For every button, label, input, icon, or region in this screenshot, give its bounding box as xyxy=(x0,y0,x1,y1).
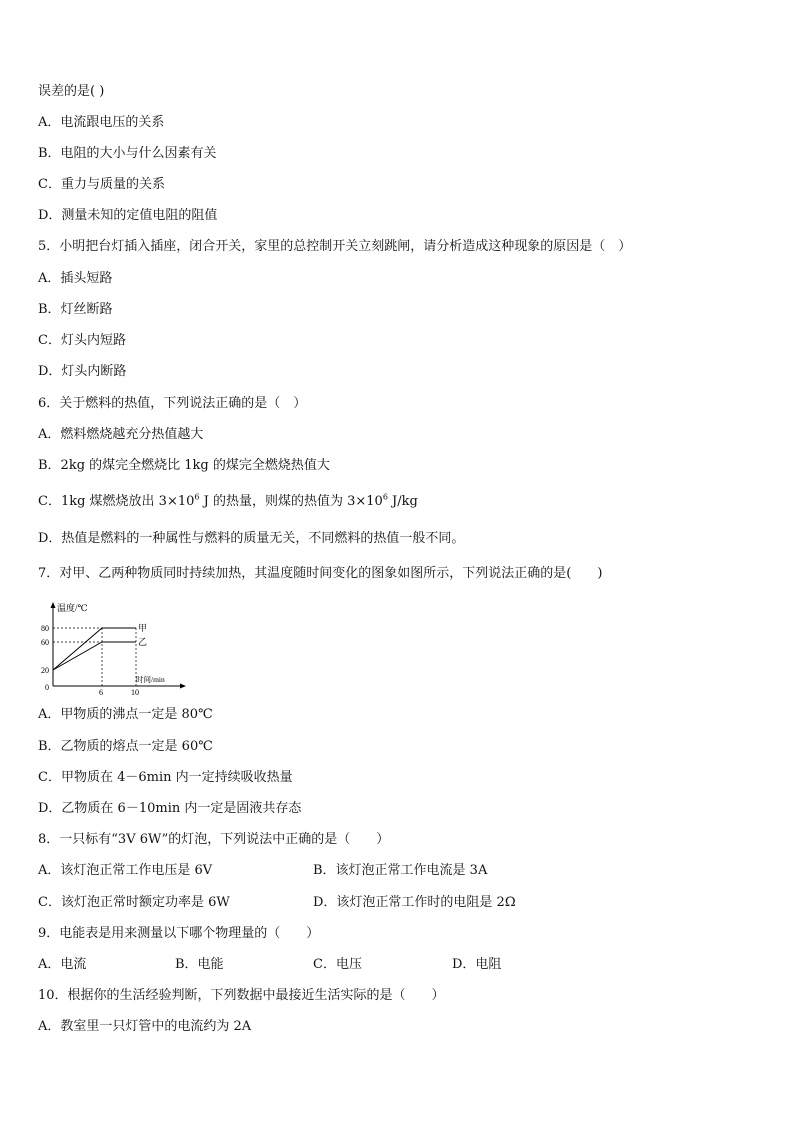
q5-option-b: B．灯丝断路 xyxy=(38,302,113,317)
q7-option-d: D．乙物质在 6－10min 内一定是固液共存态 xyxy=(38,801,302,816)
q8-option-c: C．该灯泡正常时额定功率是 6W xyxy=(38,895,230,910)
q8-stem: 8．一只标有“3V 6W”的灯泡，下列说法中正确的是（ ） xyxy=(38,832,390,847)
q4-option-c: C．重力与质量的关系 xyxy=(38,177,165,192)
y-tick-60: 60 xyxy=(41,638,49,647)
q5-stem: 5．小明把台灯插入插座，闭合开关，家里的总控制开关立刻跳闸，请分析造成这种现象的原因是（ ） xyxy=(38,239,632,254)
q8-option-b: B．该灯泡正常工作电流是 3A xyxy=(313,863,488,878)
q9-stem: 9．电能表是用来测量以下哪个物理量的（ ） xyxy=(38,926,320,941)
q7-option-a: A．甲物质的沸点一定是 80℃ xyxy=(38,707,213,722)
q5-option-d: D．灯头内断路 xyxy=(38,364,127,379)
q10-option-a: A．教室里一只灯管中的电流约为 2A xyxy=(38,1019,252,1034)
q6-stem: 6．关于燃料的热值，下列说法正确的是（ ） xyxy=(38,396,307,411)
q9-option-b: B．电能 xyxy=(175,957,224,972)
q8-option-a: A．该灯泡正常工作电压是 6V xyxy=(38,863,213,878)
q6-option-c-middle: J 的热量，则煤的热值为 3×10 xyxy=(199,494,383,509)
q10-stem: 10．根据你的生活经验判断，下列数据中最接近生活实际的是（ ） xyxy=(38,988,445,1003)
curve-yi xyxy=(53,642,136,670)
y-axis-label: 温度/℃ xyxy=(57,603,88,613)
temperature-time-graph xyxy=(36,600,186,695)
q6-option-a: A．燃料燃烧越充分热值越大 xyxy=(38,427,204,442)
y-tick-0: 0 xyxy=(45,683,49,692)
q6-option-d: D．热值是燃料的一种属性与燃料的质量无关，不同燃料的热值一般不同。 xyxy=(38,531,465,546)
q4-option-a: A．电流跟电压的关系 xyxy=(38,115,165,130)
series-label-yi: 乙 xyxy=(138,637,148,647)
x-axis-arrow xyxy=(180,684,186,689)
q8-option-d: D．该灯泡正常工作时的电阻是 2Ω xyxy=(313,895,516,910)
q5-option-c: C．灯头内短路 xyxy=(38,333,126,348)
q6-option-b: B．2kg 的煤完全燃烧比 1kg 的煤完全燃烧热值大 xyxy=(38,458,330,473)
x-axis-label: 时间/min xyxy=(136,675,165,684)
q6-option-c xyxy=(38,494,418,510)
q6-option-c-suffix: J/kg xyxy=(387,494,418,509)
x-tick-6: 6 xyxy=(99,688,103,695)
y-tick-80: 80 xyxy=(41,624,49,633)
q5-option-a: A．插头短路 xyxy=(38,271,113,286)
y-tick-20: 20 xyxy=(41,666,49,675)
curve-jia xyxy=(53,628,136,670)
q7-option-c: C．甲物质在 4－6min 内一定持续吸收热量 xyxy=(38,770,293,785)
q4-stem-tail: 误差的是( ) xyxy=(38,84,105,99)
q4-option-d: D．测量未知的定值电阻的阻值 xyxy=(38,208,218,223)
x-tick-10: 10 xyxy=(131,688,139,695)
series-label-jia: 甲 xyxy=(138,623,148,633)
q9-option-d: D．电阻 xyxy=(452,957,502,972)
q6-option-c-exponent-1: 6 xyxy=(194,492,200,502)
q7-stem: 7．对甲、乙两种物质同时持续加热，其温度随时间变化的图象如图所示，下列说法正确的是( ) xyxy=(38,566,603,581)
q9-option-c: C．电压 xyxy=(313,957,362,972)
q6-option-c-prefix: C．1kg 煤燃烧放出 3×10 xyxy=(38,494,195,509)
q9-option-a: A．电流 xyxy=(38,957,87,972)
q7-option-b: B．乙物质的熔点一定是 60℃ xyxy=(38,739,213,754)
q4-option-b: B．电阻的大小与什么因素有关 xyxy=(38,146,217,161)
q6-option-c-exponent-2: 6 xyxy=(382,492,388,502)
y-axis-arrow xyxy=(51,602,56,608)
